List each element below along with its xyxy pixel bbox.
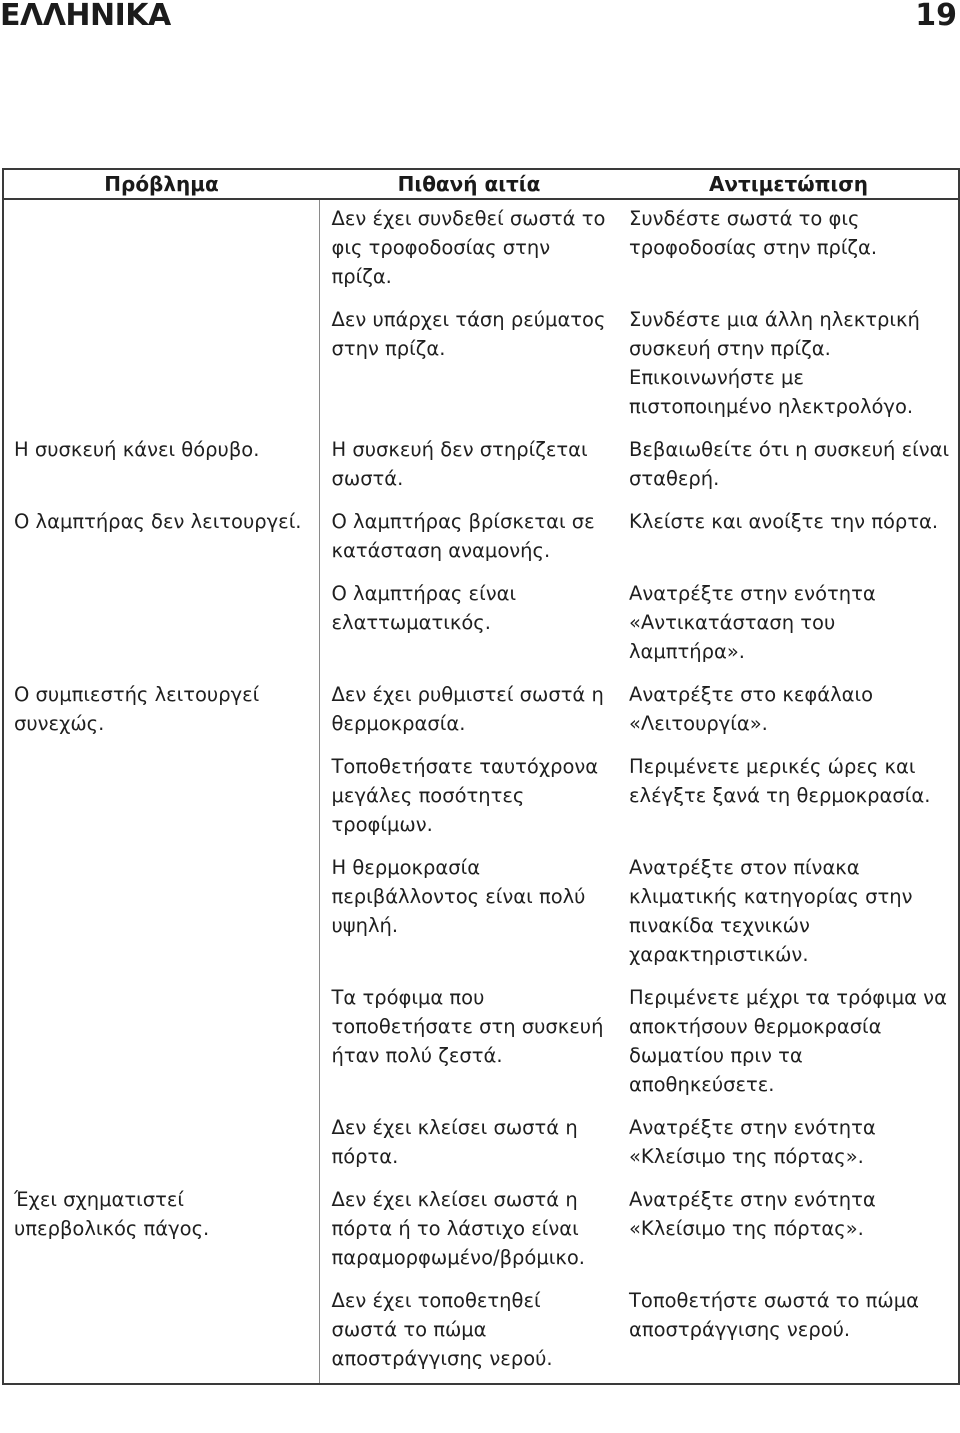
solution-cell: Βεβαιωθείτε ότι η συσκευή είναι σταθερή. <box>629 438 950 490</box>
cause-cell: Δεν έχει τοποθετηθεί σωστά το πώμα αποστράγγισης νερού. <box>331 1289 553 1370</box>
table-row <box>3 1282 959 1384</box>
cause-cell: Τα τρόφιμα που τοποθετήσατε στη συσκευή ήταν πολύ ζεστά. <box>331 986 604 1067</box>
table-header-row <box>3 169 959 199</box>
table-row <box>3 199 959 301</box>
table-row <box>3 431 959 503</box>
solution-cell: Ανατρέξτε στο κεφάλαιο «Λειτουργία». <box>629 683 873 735</box>
solution-cell: Ανατρέξτε στην ενότητα «Κλείσιμο της πόρτας». <box>629 1188 876 1240</box>
column-header-cause: Πιθανή αιτία <box>319 169 619 199</box>
solution-cell: Ανατρέξτε στον πίνακα κλιματικής κατηγορίας στην πινακίδα τεχνικών χαρακτηριστικών. <box>629 856 913 966</box>
table-row <box>3 575 959 676</box>
problem-cell: Ο συμπιεστής λειτουργεί συνεχώς. <box>3 676 319 748</box>
solution-cell: Ανατρέξτε στην ενότητα «Αντικατάσταση του λαμπτήρα». <box>629 582 876 663</box>
solution-cell: Ανατρέξτε στην ενότητα «Κλείσιμο της πόρτας». <box>629 1116 876 1168</box>
cause-cell: Δεν έχει ρυθμιστεί σωστά η θερμοκρασία. <box>331 683 604 735</box>
cause-cell: Ο λαμπτήρας βρίσκεται σε κατάσταση αναμονής. <box>331 510 595 562</box>
problem-cell <box>3 748 319 849</box>
problem-cell <box>3 1282 319 1384</box>
table-row <box>3 979 959 1109</box>
problem-cell <box>3 849 319 979</box>
cause-cell: Η συσκευή δεν στηρίζεται σωστά. <box>331 438 588 490</box>
problem-cell <box>3 979 319 1109</box>
problem-cell <box>3 301 319 431</box>
table-row <box>3 1109 959 1181</box>
column-header-problem: Πρόβλημα <box>3 169 319 199</box>
solution-cell: Κλείστε και ανοίξτε την πόρτα. <box>629 510 939 533</box>
cause-cell: Δεν έχει κλείσει σωστά η πόρτα. <box>331 1116 578 1168</box>
section-title: ΕΛΛΗΝΙΚΑ <box>0 0 171 33</box>
column-header-solution: Αντιμετώπιση <box>619 169 959 199</box>
problem-cell <box>3 199 319 301</box>
solution-cell: Συνδέστε σωστά το φις τροφοδοσίας στην πρίζα. <box>629 207 878 259</box>
solution-cell: Συνδέστε μια άλλη ηλεκτρική συσκευή στην πρίζα. Επικοινωνήστε με πιστοποιημένο ηλεκτρολόγο. <box>629 308 920 418</box>
problem-cell: Η συσκευή κάνει θόρυβο. <box>3 431 319 503</box>
page-header <box>0 0 960 40</box>
table-row <box>3 301 959 431</box>
page-number: 19 <box>915 0 957 33</box>
cause-cell: Η θερμοκρασία περιβάλλοντος είναι πολύ υψηλή. <box>331 856 586 937</box>
cause-cell: Δεν υπάρχει τάση ρεύματος στην πρίζα. <box>331 308 606 360</box>
solution-cell: Περιμένετε μέχρι τα τρόφιμα να αποκτήσουν θερμοκρασία δωματίου πριν τα αποθηκεύσετε. <box>629 986 947 1096</box>
troubleshooting-table <box>2 168 960 1385</box>
cause-cell: Δεν έχει συνδεθεί σωστά το φις τροφοδοσίας στην πρίζα. <box>331 207 606 288</box>
problem-cell <box>3 575 319 676</box>
cause-cell: Δεν έχει κλείσει σωστά η πόρτα ή το λάστιχο είναι παραμορφωμένο/βρόμικο. <box>331 1188 585 1269</box>
problem-cell: Ο λαμπτήρας δεν λειτουργεί. <box>3 503 319 575</box>
problem-cell <box>3 1109 319 1181</box>
solution-cell: Περιμένετε μερικές ώρες και ελέγξτε ξανά τη θερμοκρασία. <box>629 755 931 807</box>
table-row <box>3 849 959 979</box>
table-row <box>3 748 959 849</box>
cause-cell: Ο λαμπτήρας είναι ελαττωματικός. <box>331 582 517 634</box>
table-row <box>3 676 959 748</box>
cause-cell: Τοποθετήσατε ταυτόχρονα μεγάλες ποσότητες τροφίμων. <box>331 755 599 836</box>
solution-cell: Τοποθετήστε σωστά το πώμα αποστράγγισης νερού. <box>629 1289 919 1341</box>
table-row <box>3 503 959 575</box>
problem-cell: Έχει σχηματιστεί υπερβολικός πάγος. <box>3 1181 319 1282</box>
table-row <box>3 1181 959 1282</box>
